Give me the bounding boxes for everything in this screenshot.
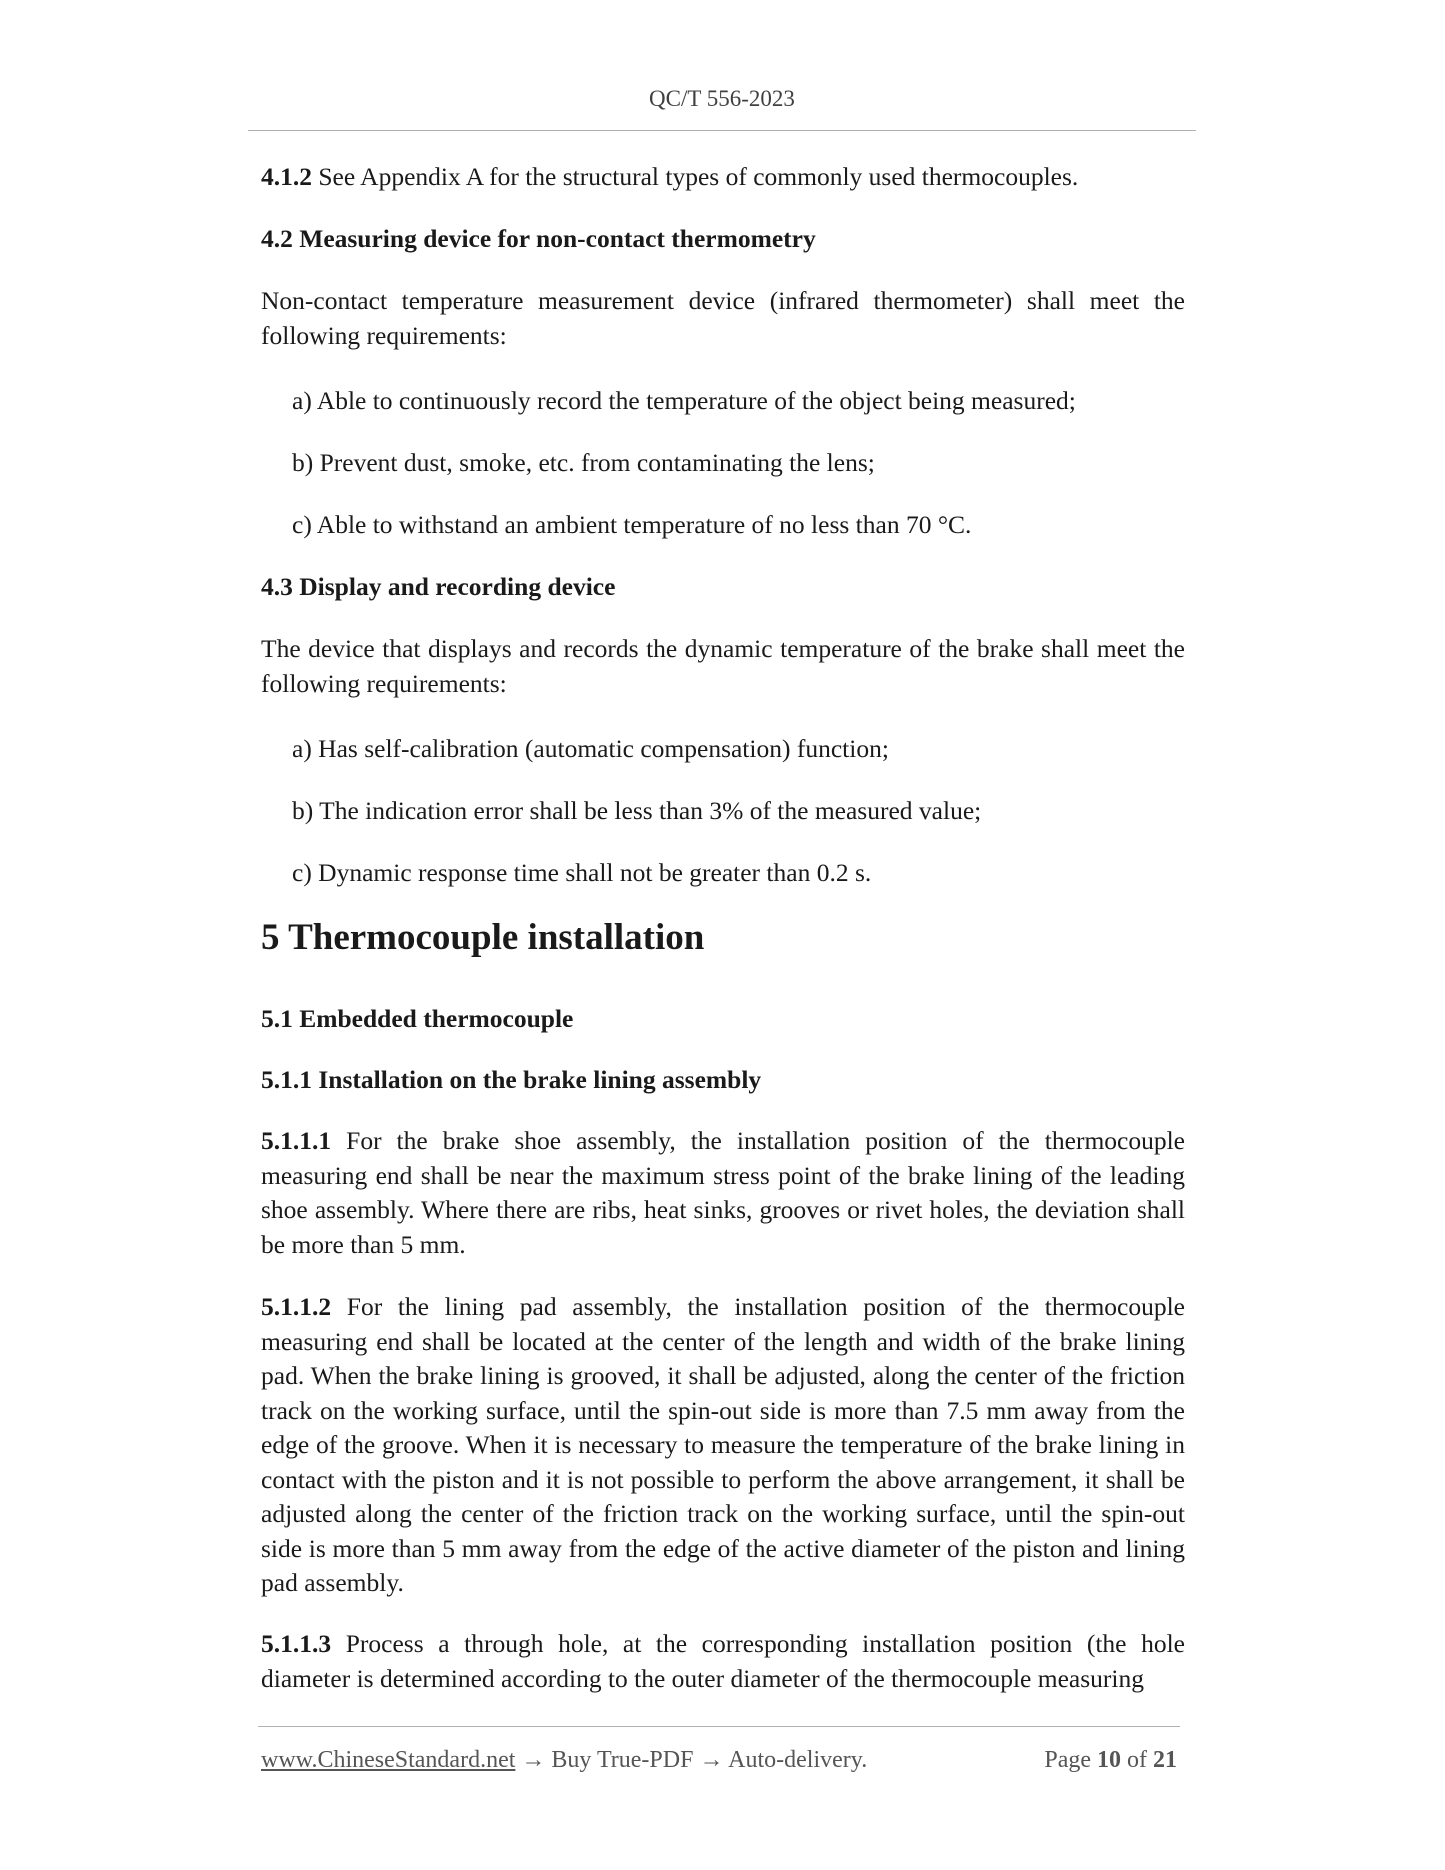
heading-4-2: 4.2 Measuring device for non-contact thermometry	[261, 224, 816, 253]
list-item: c) Dynamic response time shall not be greater than 0.2 s.	[292, 858, 872, 887]
page-total: 21	[1153, 1747, 1177, 1773]
list-item: b) Prevent dust, smoke, etc. from contaminating the lens;	[292, 448, 875, 477]
heading-5-1: 5.1 Embedded thermocouple	[261, 1004, 574, 1033]
header-divider	[248, 130, 1196, 131]
buy-pdf-text: Buy True-PDF	[551, 1747, 694, 1773]
paragraph-4-3-intro: The device that displays and records the dynamic temperature of the brake shall meet the following requirements:	[261, 634, 1185, 698]
page-number: 10	[1097, 1747, 1121, 1773]
clause-text: For the brake shoe assembly, the installation position of the thermocouple measuring end shall be near the maximum stress point of the brake lining of the leading shoe assembly. Where there are ribs, heat sinks, grooves or rivet holes, the deviation shall be more than 5 mm.	[261, 1126, 1185, 1259]
clause-text: For the lining pad assembly, the installation position of the thermocouple measuring end shall be located at the center of the length and width of the brake lining pad. When the brake lining is grooved, it shall be adjusted, along the center of the friction track on the working surface, until the spin-out side is more than 7.5 mm away from the edge of the groove. When it is necessary to measure the temperature of the brake lining in contact with the piston and it is not possible to perform the above arrangement, it shall be adjusted along the center of the friction track on the working surface, until the spin-out side is more than 5 mm away from the edge of the active diameter of the piston and lining pad assembly.	[261, 1292, 1185, 1597]
arrow-right-icon: →	[693, 1747, 729, 1773]
list-item: a) Able to continuously record the temperature of the object being measured;	[292, 386, 1076, 415]
clause-text: Process a through hole, at the corresponding installation position (the hole diameter is determined according to the outer diameter of the thermocouple measuring	[261, 1629, 1185, 1693]
heading-5-1-1: 5.1.1 Installation on the brake lining assembly	[261, 1065, 762, 1094]
running-header: QC/T 556-2023	[649, 86, 795, 111]
page-indicator	[1044, 1747, 1177, 1774]
list-item: b) The indication error shall be less than 3% of the measured value;	[292, 796, 982, 825]
heading-5: 5 Thermocouple installation	[261, 917, 705, 958]
auto-delivery-text: Auto-delivery.	[728, 1747, 868, 1773]
clause-5-1-1-2	[261, 1290, 1185, 1601]
of-label: of	[1127, 1747, 1147, 1773]
footer-divider	[258, 1726, 1180, 1727]
clause-5-1-1-3	[261, 1627, 1185, 1696]
clause-number: 5.1.1.1	[261, 1126, 332, 1155]
clause-text: See Appendix A for the structural types of commonly used thermocouples.	[312, 162, 1079, 191]
clause-5-1-1-1	[261, 1124, 1185, 1262]
clause-number: 5.1.1.3	[261, 1629, 332, 1658]
heading-4-3: 4.3 Display and recording device	[261, 572, 616, 601]
list-item: a) Has self-calibration (automatic compensation) function;	[292, 734, 889, 763]
clause-number: 5.1.1.2	[261, 1292, 332, 1321]
list-item: c) Able to withstand an ambient temperature of no less than 70 °C.	[292, 510, 972, 539]
page-label: Page	[1044, 1747, 1091, 1773]
page-footer	[261, 1747, 1177, 1774]
website-link[interactable]: www.ChineseStandard.net	[261, 1747, 516, 1773]
paragraph-4-2-intro: Non-contact temperature measurement device (infrared thermometer) shall meet the following requirements:	[261, 286, 1185, 350]
clause-4-1-2	[261, 160, 1078, 195]
arrow-right-icon: →	[515, 1747, 552, 1773]
clause-number: 4.1.2	[261, 162, 312, 191]
